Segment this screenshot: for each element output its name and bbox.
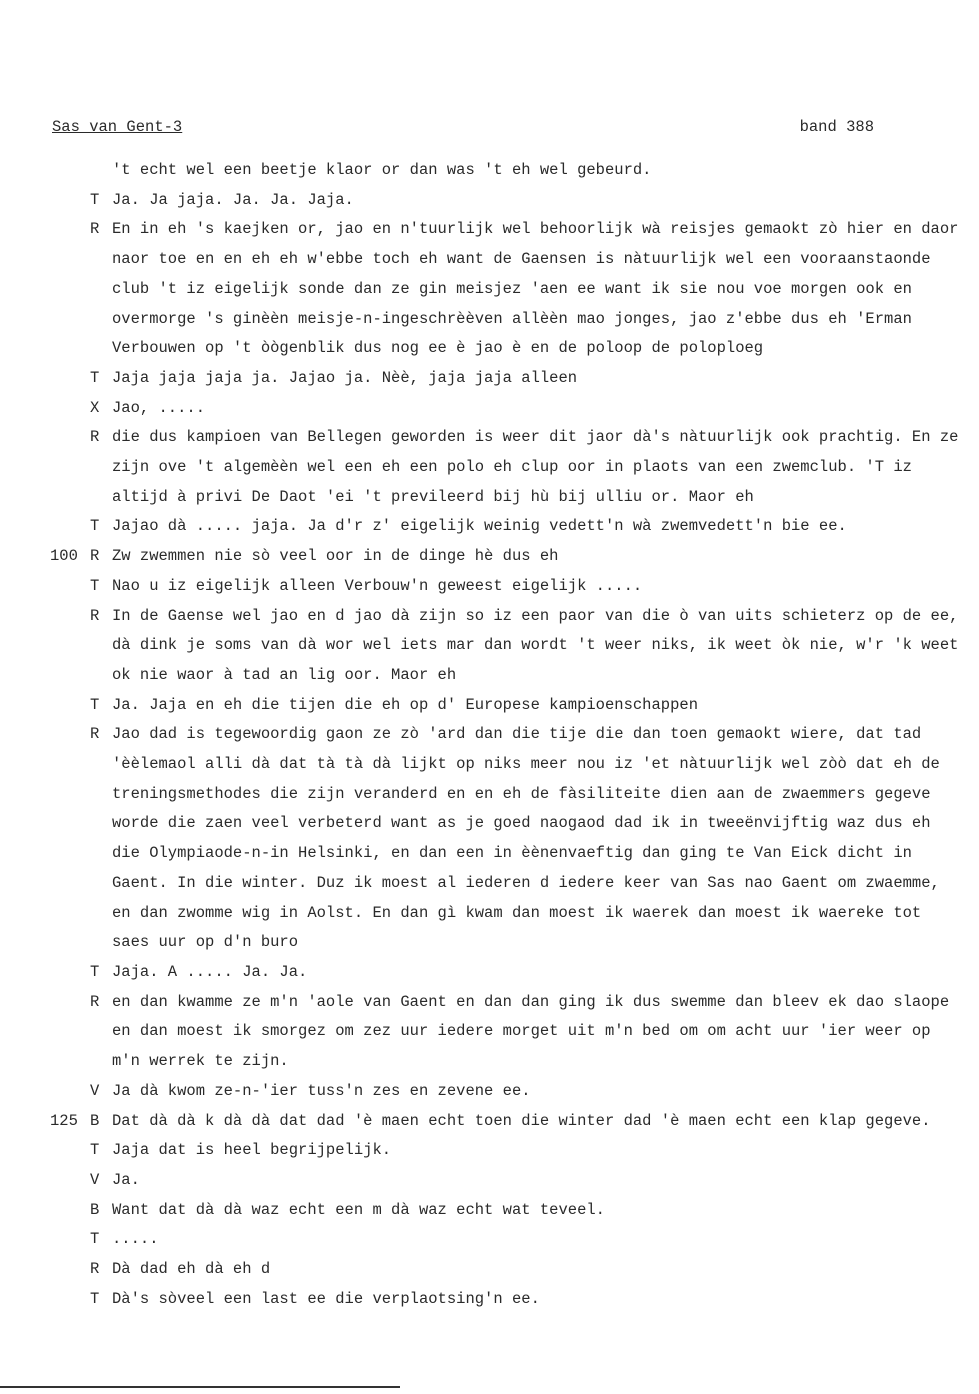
utterance: Jaja. A ..... Ja. Ja. [112,962,308,981]
transcript-turn [0,542,979,572]
speaker-label: X [90,398,100,417]
speaker-label: R [90,220,100,239]
bottom-divider [0,1386,400,1388]
speaker-label: T [90,576,100,595]
utterance: Dà's sòveel een last ee die verplaotsing'n ee. [112,1289,540,1308]
transcript-turn [0,691,979,721]
utterance: Jaja dat is heel begrijpelijk. [112,1141,392,1160]
utterance: ..... [112,1230,159,1249]
utterance: en dan kwamme ze m'n 'aole van Gaent en dan dan ging ik dus swemme dan bleev ek dao slaope en dan moest ik smorgez om zez uur iedere morget uit m'n bed om om acht uur 'ier weer op m'n werrek te zijn. [112,992,950,1071]
speaker-label: B [90,1111,100,1130]
transcript-turn [0,394,979,424]
transcript-turn [0,1166,979,1196]
transcript-turn [0,1107,979,1137]
transcript-turn [0,186,979,216]
transcript-turn [0,364,979,394]
tape-number: band 388 [799,118,874,136]
utterance: Ja. Ja jaja. Ja. Ja. Jaja. [112,190,354,209]
speaker-label: R [90,725,100,744]
utterance: Jajao dà ..... jaja. Ja d'r z' eigelijk weinig vedett'n wà zwemvedett'n bie ee. [112,517,847,536]
transcript-turn [0,602,979,691]
transcript-turn [0,1285,979,1315]
utterance: In de Gaense wel jao en d jao dà zijn so iz een paor van die ò van uits schieterz op de ee, dà dink je soms van dà wor wel iets mar dan wordt 't weer niks, ik weet òk nie, w'r 'k weet ok nie waor à tad an lig oor. Maor eh [112,606,959,684]
transcript-turn [0,988,979,1077]
transcript-turn [0,720,979,958]
speaker-label: R [90,428,100,447]
utterance: Jao, ..... [112,398,206,417]
utterance: Ja dà kwom ze-n-'ier tuss'n zes en zevene ee. [112,1081,531,1100]
speaker-label: T [90,1230,100,1249]
utterance: Dà dad eh dà eh d [112,1260,271,1279]
page-header [52,118,874,142]
transcript-turn [0,1255,979,1285]
transcript-turn [0,215,979,364]
transcript-turn [0,512,979,542]
speaker-label: T [90,695,100,714]
transcript-turn [0,156,979,186]
utterance: Jaja jaja jaja ja. Jajao ja. Nèè, jaja jaja alleen [112,368,578,387]
utterance: 't echt wel een beetje klaor or dan was 't eh wel gebeurd. [112,161,652,179]
utterance: Want dat dà dà waz echt een m dà waz echt wat teveel. [112,1200,605,1219]
transcript-turn [0,423,979,512]
speaker-label: T [90,1289,100,1308]
utterance: Nao u iz eigelijk alleen Verbouw'n geweest eigelijk ..... [112,576,643,595]
transcript-turn [0,572,979,602]
utterance: Ja. Jaja en eh die tijen die eh op d' Europese kampioenschappen [112,695,698,714]
utterance: Zw zwemmen nie sò veel oor in de dinge hè dus eh [112,547,559,566]
speaker-label: T [90,1141,100,1160]
transcript [0,156,979,1314]
speaker-label: T [90,962,100,981]
speaker-label: T [90,517,100,536]
speaker-label: T [90,368,100,387]
speaker-label: V [90,1081,100,1100]
speaker-label: V [90,1170,100,1189]
utterance: die dus kampioen van Bellegen geworden is weer dit jaor dà's nàtuurlijk ook prachtig. En ze zijn ove 't algemèèn wel een eh een polo eh clup oor in plaots van een zwemclub. 'T iz altijd à privi De Daot 'ei 't previleerd bij hù bij ulliu or. Maor eh [112,428,959,506]
transcript-turn [0,1196,979,1226]
utterance: En in eh 's kaejken or, jao en n'tuurlijk wel behoorlijk wà reisjes gemaokt zò hier en daor naor toe en en eh eh w'ebbe toch eh want de Gaensen is nàtuurlijk wel een vooraanstaonde club 't iz eigelijk sonde dan ze gin meisjez 'aen ee want ik sie nou voe morgen ook en overmorge 's ginèèn meisje-n-ingeschrèèven allèèn mao jonges, jao z'ebbe dus eh 'Erman Verbouwen op 't òògenblik dus nog ee è jao è en de poloop de poloploeg [112,220,959,358]
utterance: Dat dà dà k dà dà dat dad 'è maen echt toen die winter dad 'è maen echt een klap gegeve. [112,1111,931,1130]
speaker-label: R [90,992,100,1011]
transcript-turn [0,1225,979,1255]
speaker-label: R [90,606,100,625]
speaker-label: T [90,190,100,209]
transcript-turn [0,1077,979,1107]
transcript-turn [0,1136,979,1166]
document-title: Sas van Gent-3 [52,118,183,136]
speaker-label: R [90,1260,100,1279]
speaker-label: B [90,1200,100,1219]
line-number: 125 [50,1111,78,1130]
utterance: Jao dad is tegewoordig gaon ze zò 'ard dan die tije die dan toen gemaokt wiere, dat tad 'èèlemaol alli dà dat tà tà dà lijkt op niks meer nou iz 'et nàtuurlijk wel zòò dat eh de treningsmethodes die zijn veranderd en en eh de fàsiliteite dien aan de zwaemmers gegeve worde die zaen veel verbeterd want as je goed naogaod dad ik in tweeënvijftig waz dus eh die Olympiaode-n-in Helsinki, en dan een in èènenvaeftig dan ging te Van Eick dicht in Gaent. In die winter. Duz ik moest al iederen d iedere keer van Sas nao Gaent om zwaemme, en dan zwomme wig in Aolst. En dan gì kwam dan moest ik waerek dan moest ik waereke tot saes uur op d'n buro [112,725,940,952]
line-number: 100 [50,547,78,566]
utterance: Ja. [112,1170,140,1189]
speaker-label: R [90,547,100,566]
transcript-turn [0,958,979,988]
